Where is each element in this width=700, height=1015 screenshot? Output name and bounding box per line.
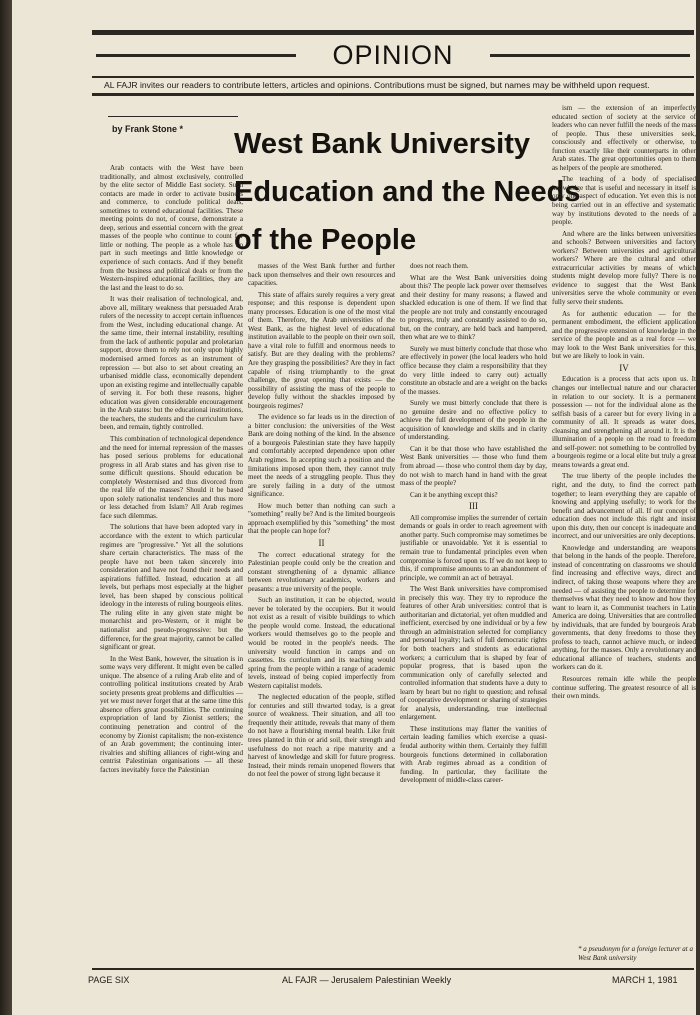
page-number: PAGE SIX: [88, 975, 130, 985]
article-column-2: [248, 262, 395, 960]
col2-paragraph: masses of the West Bank further and further back upon themselves and their own resources and capacities.: [248, 262, 395, 288]
col2-paragraph: The evidence so far leads us in the direction of a bitter conclusion: the universities of the West Bank are doing nothing of the kind. In the absence of a bourgeois Palestinian state they have happily and comfortably accepted dependence upon other Arab regimes. In accepting such a position and the limitations imposed upon them, they cannot truly meet the needs of a struggling people. Thus they are surely failing in a duty of the utmost significance.: [248, 413, 395, 499]
col3-paragraph: All compromise implies the surrender of certain demands or goals in order to reach agreement with another party. Such compromise may sometimes be justifiable or unavoidable. Yet it is essential to remain true to fundamental principles even when compromise is forced upon us. If we do not keep to this, if compromise amounts to an abandonment of principle, we commit an act of betrayal.: [400, 513, 547, 582]
page-right-edge: [696, 0, 700, 1015]
col3-paragraph: Surely we must bitterly conclude that there is no genuine desire and no effective policy to achieve the full development of the people in the acquisition of knowledge and skills and in clarity of understanding.: [400, 399, 547, 442]
col2-paragraph: Such an institution, it can be objected, would never be tolerated by the occupiers. But it would not exist as a result of visible buildings to which the people would come. Instead, the educational workers would themselves go to the people and would be rooted in the people's needs. The university would function in camps and on cassettes. Its curriculum and its teaching would spring from the people within a range of academic levels, instead of being copied imperfectly from Western capitalist models.: [248, 596, 395, 690]
col1-paragraph: The solutions that have been adopted vary in accordance with the extent to which particular regimes are "progressive." Yet all the solutions share certain characteristics. The mass of the people have not been taken sincerely into consideration and have not found their needs and aspirations fulfilled. Instead, education at all levels, but perhaps most especially at the higher level, has been shaped by conscious political ideology in the interests of ruling bourgeois elites. The ruling elite in any given state might be monarchist and pro-Western, or it might be nationalist and pseudo-progressive: but the difference, for the great majority, cannot be called significant or great.: [100, 523, 243, 652]
col1-paragraph: This combination of technological dependence and the need for internal repression of the masses has posed serious problems for educational progress in all Arab states and has given rise to some difficult questions. Should education be completely Westernised and thus divorced from the real life of the masses? Should it be based upon solely nationalist tendencies and thus more or less detached from Islam? All Arab regimes face such dilemmas.: [100, 434, 243, 520]
col3-paragraph: The West Bank universities have compromised in precisely this way. They try to reproduce the features of other Arab universities: control that is authoritarian and dictatorial, yet often muddled and inefficient, exercised by one individual or by a few through an administration selected for compliancy and personal loyalty; lack of full democratic rights for both teachers and students as educational workers; a curriculum that is shaped by fear of popular progress, that is based upon the communication only of carefully selected and controlled information that students have a duty to learn by heart but no right to question; and refusal of cooperative development or sharing of strategies for analysis, understanding, true intellectual enlargement.: [400, 585, 547, 722]
col2-paragraph: This state of affairs surely requires a very great response; and this response is dependent upon many processes. Education is one of the most vital of them. Therefore, the Arab universities of the West Bank, as the highest level of educational institution available to the people on their own soil, have a vital role to fulfill and enormous needs to satisfy. But are they dealing with the problems? Are they grasping the possibilities? Are they in fact capable of rising triumphantly to the great challenge, the great opening that exists — the possibility of assisting the mass of the people to develop fully without the shackles imposed by bourgeois regimes?: [248, 290, 395, 410]
section-heading-3: III: [469, 501, 478, 512]
publication-name: AL FAJR — Jerusalem Palestinian Weekly: [282, 975, 452, 985]
section-title: OPINION: [322, 40, 463, 70]
section-heading-2: II: [318, 537, 325, 548]
article-column-1: [100, 164, 243, 960]
newspaper-page: [12, 0, 700, 1015]
article-column-4: [552, 104, 696, 938]
col4-paragraph: As for authentic education — for the permanent embodiment, the efficient application and the progressive extension of knowledge in the service of the people and as a real force — we may look to the West Bank universities for this, but we are likely to look in vain.: [552, 309, 696, 361]
col4-paragraph: The teaching of a body of specialised knowledge that is useful and necessary in itself is only one aspect of education. Yet even this is not being carried out in an effective and systematic way by institutions devoted to the needs of a people.: [552, 175, 696, 227]
article-headline: West Bank University Education and the Needs of the People: [234, 128, 581, 256]
col1-paragraph: Arab contacts with the West have been traditionally, and almost exclusively, controlled by the elite sector of Middle East society. Such contacts are made in order to activate business and commerce, to conclude political deals, sometimes to extend educational facilities. These meeting points do not, of course, demonstrate a deep, serious and essential concern with the great masses of the people who continue to count for little or nothing. The people as a whole has no part in such meetings and little knowledge or experience of such contacts. And if they benefit from the business and political deals or from the Western-inspired educational facilities, they are the last and the least to do so.: [100, 164, 243, 292]
byline-rule: [108, 116, 238, 117]
col4-paragraph: Knowledge and understanding are weapons that belong in the hands of the people. Therefore, instead of concentrating on classrooms we should find increasing and effective ways, direct and indirect, of taking those weapons where they are needed — of assisting the people to determine for themselves what they need to know and how they want to learn it, as Communist teachers in Latin America are doing. Universities that are controlled by individuals, that are funded by bourgeois Arab governments, that deny freedoms to those they profess to teach, cannot achieve much, or indeed anything, for the masses. Only a revolutionary and educational alliance of teachers, students and workers can do it.: [552, 543, 696, 672]
banner-line-right: [490, 54, 690, 57]
top-rule: [92, 30, 694, 35]
footer-rule: [92, 968, 694, 970]
col4-paragraph: The true liberty of the people includes the right, and the duty, to find the correct path together; to learn everything they are capable of knowing and applying usefully; to work for the benefit and advancement of all. If our concept of education does not include this right and insist upon this duty, then our concept is inadequate and incorrect, and our universities are only deceptions.: [552, 472, 696, 541]
col1-paragraph: In the West Bank, however, the situation is in some ways very different. It might even be called unique. The absence of a ruling Arab elite and of controlling political institutions created by Arab society presents great problems and difficulties — yet we must never forget that at the same time this absence offers great possibilities. The continuing expropriation of land by Zionist settlers; the continuing penetration and control of the economy by Zionist capitalism; the non-existence of an Arab government; the continuing inter-rivalries and shifting alliances of right-wing and centrist Palestinian organisations — all these factors inevitably force the Palestinian: [100, 654, 243, 774]
issue-date: MARCH 1, 1981: [612, 975, 678, 985]
author-footnote: * a pseudonym for a foreign lecturer at a West Bank university: [578, 945, 693, 962]
col3-paragraph: What are the West Bank universities doing about this? The people lack power over themselves and their destiny for many reasons; a flawed and shackled education is one of them. If we find that the people are not truly and constantly encouraged to progress, truly and constantly assisted to do so, but, on the contrary, are held back and hampered, then what are we to think?: [400, 273, 547, 342]
col3-paragraph: Surely we must bitterly conclude that those who are effectively in power (the local leaders who hold office because they claim a responsibility that they do very little indeed to carry out) actually constitute an obstacle and are a weight on the backs of the masses.: [400, 344, 547, 396]
col3-paragraph: These institutions may flatter the vanities of certain leading families which exercise a quasi-feudal authority within them. Certainly they fulfill bourgeois functions determined in collaboration with Arab regimes abroad as a condition of funding. In particular, they facilitate the development of middle-class career-: [400, 724, 547, 785]
col4-paragraph: Education is a process that acts upon us. It changes our intellectual nature and our character in relation to our society. It is a permanent possession — not for the individual alone as the selfish basis of a career but for every living in a community of all. It spreads as water does, cleansing and strengthening all around it. It is the illumination of a people on the road to freedom and self-power: not something to be controlled by a bourgeois regime or a local elite but truly a great means towards a great end.: [552, 375, 696, 469]
invite-rule-top: [92, 76, 694, 78]
byline: by Frank Stone *: [112, 124, 184, 134]
col3-paragraph: Can it be that those who have established the West Bank universities — those who fund them from abroad — those who control them day by day, do not wish to march hand in hand with the great mass of the people?: [400, 444, 547, 488]
section-heading-4: IV: [619, 362, 629, 373]
section-banner: [96, 38, 690, 72]
col3-paragraph: does not reach them.: [410, 262, 469, 270]
col2-paragraph: How much better than nothing can such a "something" really be? And is the limited bourgeois approach exemplified by this "something" the most that the people can hope for?: [248, 501, 395, 536]
col2-paragraph: The neglected education of the people, stifled for centuries and still thwarted today, is a great source of weakness. Their situation, and all too frequently their attitude, reveals that many of them do not have a flourishing mental health. Like fruit trees planted in thin or arid soil, their strength and usefulness do not reach a ripe maturity and a harvest of knowledge and skill for future progress. Instead, their minds remain unopened flowers that do not feel the power of strong light because it: [248, 693, 395, 779]
article-column-3: [400, 262, 547, 960]
col4-paragraph: Resources remain idle while the people continue suffering. The greatest resource of all is their own minds.: [552, 675, 696, 701]
col3-paragraph: Can it be anything except this?: [410, 490, 498, 499]
invite-notice: AL FAJR invites our readers to contribute letters, articles and opinions. Contributions must be signed, but names may be withheld upon request.: [104, 80, 650, 90]
col4-paragraph: And where are the links between universities and schools? Between universities and factory workers? Between universities and agricultural workers? Where are the cultural and other extracurricular activities by means of which students might develop more fully? There is no evidence to suggest that the West Bank universities serve the whole community or even fully serve their students.: [552, 229, 696, 307]
invite-rule-bottom: [92, 93, 694, 96]
page-binding-edge: [0, 0, 12, 1015]
banner-line-left: [96, 54, 296, 57]
col4-paragraph: ism — the extension of an imperfectly educated section of society at the service of leaders who can never fulfill the needs of the mass of people. Thus these universities seek, consciously and effectively or otherwise, to function exactly like their counterparts in other Arab states. The great opportunities open to them as helpers of the people are smothered.: [552, 104, 696, 172]
col2-paragraph: The correct educational strategy for the Palestinian people could only be the creation and constant strengthening of a dynamic alliance between revolutionary academics, workers and peasants: a true university of the people.: [248, 550, 395, 593]
col1-paragraph: It was their realisation of technological, and, above all, military weakness that persuaded Arab rulers of the necessity to accept certain influences from the West, including educational change. At the same time, their internal instability, resulting from the lack of authentic popular and proletarian support, drove them to rely not only upon highly modernised armed forces as an instrument of repression — but also to set about creating an urbanised middle class, economically dependent upon an existing regime and intellectually capable of serving it. For both these reasons, higher education was given considerable encouragement in the Arab states: but the educational institutions, the teachers, the students and the curriculum have been, and remain, tightly controlled.: [100, 295, 243, 432]
